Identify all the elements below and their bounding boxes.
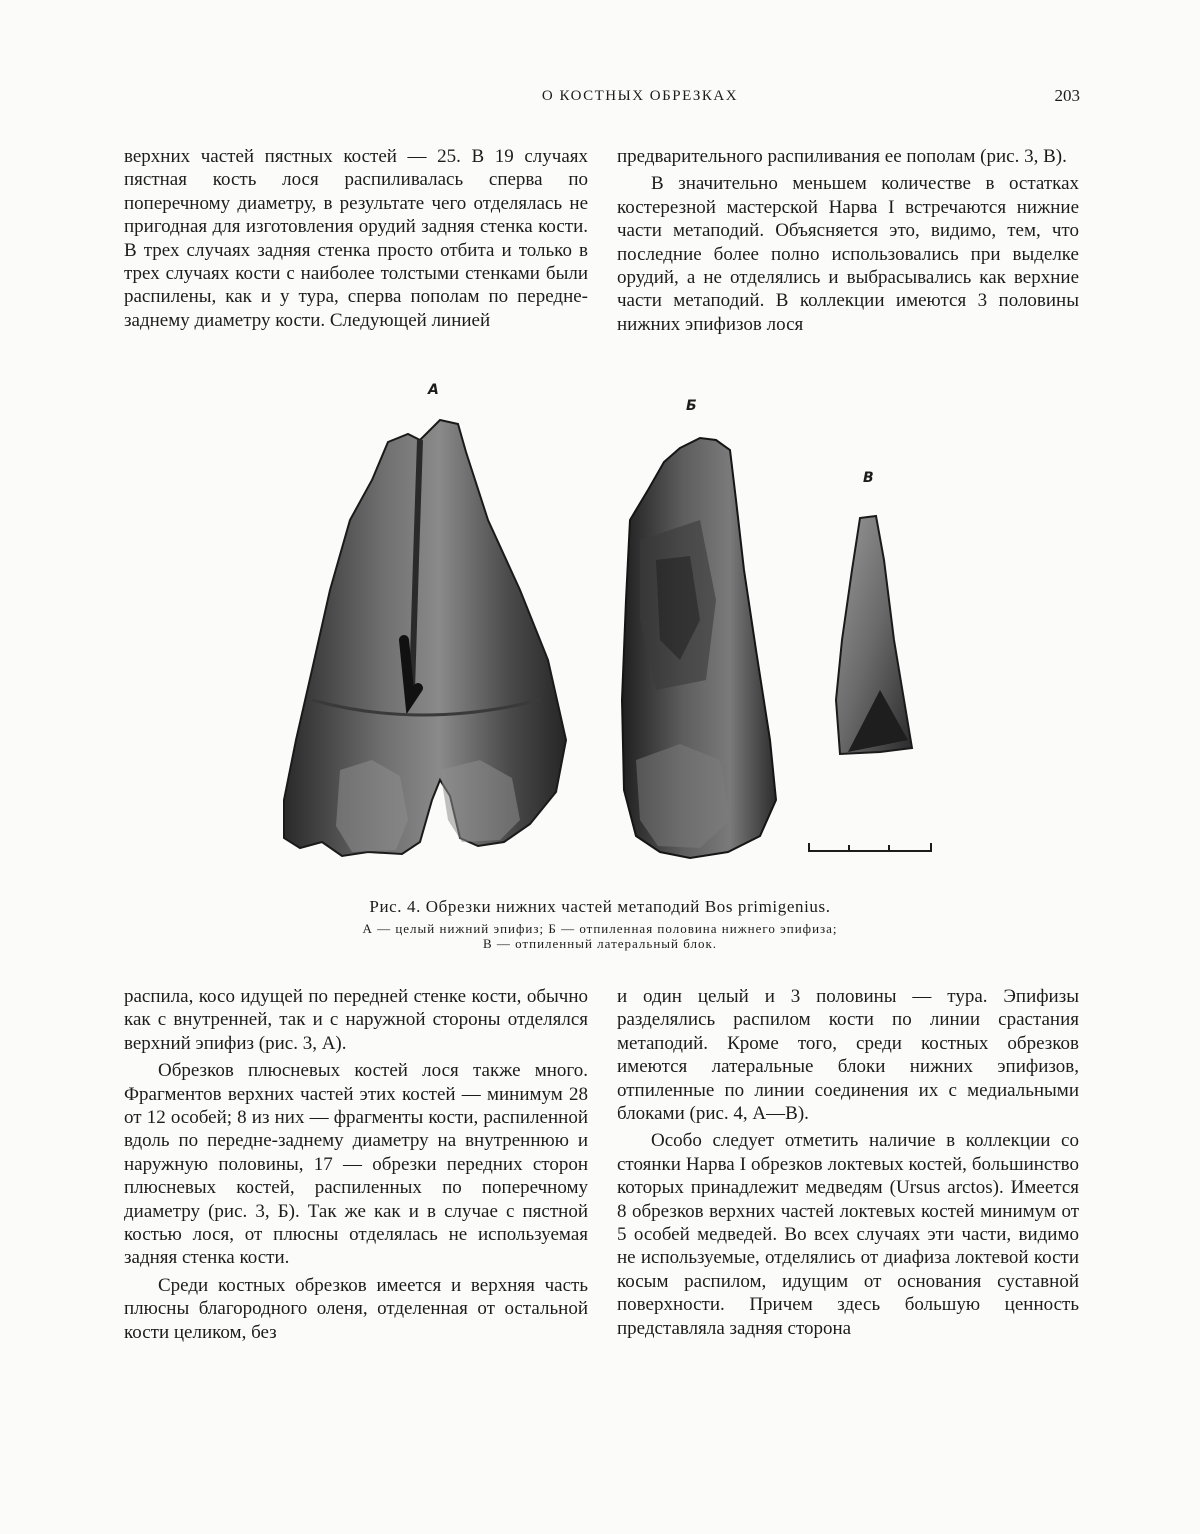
figure-caption: Рис. 4. Обрезки нижних частей метаподий Bos primigenius. [369,897,831,916]
paragraph: распила, косо идущей по передней стенке кости, обычно как с внутренней, так и с наружной стороны отделялся верхний эпифиз (рис. 3, А). [124,986,588,1054]
figure-label-a: А [428,382,439,398]
paragraph: В значительно меньшем количестве в остатках костерезной мастерской Нарва I встречаются нижние части метаподий. Объясняется это, видимо, тем, что последние более полно использовались при выделке орудий, а не отделялись и выбрасывались как верхние части метаподий. В коллекции имеются 3 половины нижних эпифизов лося [617,173,1079,335]
paragraph: и один целый и 3 половины — тура. Эпифизы разделялись распилом кости по линии срастания метаподий. Кроме того, среди костных обрезков имеются латеральные блоки нижних эпифизов, отпиленные по линии соединения их с медиальными блоками (рис. 4, А—В). [617,986,1079,1125]
column-top-left [124,145,588,332]
figure-label-b: Б [686,398,697,414]
bone-fragment-b [622,438,776,858]
column-bottom-right [617,985,1079,1340]
figure-label-c: В [863,470,874,486]
figure-legend [270,921,930,951]
paragraph: верхних частей пястных костей — 25. В 19 случаях пястная кость лося распиливалась сперва по поперечному диаметру, в результате чего отделялась не пригодная для изготовления орудий задняя стенка кости. В трех случаях задняя стенка просто отбита и только в трех случаях кости с наиболее толстыми стенками были распилены, как и у тура, сперва пополам по передне-заднему диаметру кости. Следующей линией [124,146,588,331]
paragraph: Среди костных обрезков имеется и верхняя часть плюсны благородного оленя, отделенная от остальной кости целиком, без [124,1274,588,1343]
bone-fragment-c [836,516,912,754]
paragraph: предварительного распиливания ее пополам (рис. 3, В). [617,146,1067,167]
running-head: О КОСТНЫХ ОБРЕЗКАХ [541,88,739,104]
figure-legend-line: А — целый нижний эпифиз; Б — отпиленная половина нижнего эпифиза; [362,921,838,936]
figure-legend-line: В — отпиленный латеральный блок. [482,936,718,951]
paragraph: Особо следует отметить наличие в коллекции со стоянки Нарва I обрезков локтевых костей, большинство которых принадлежит медведям (Ursus arctos). Имеется 8 обрезков верхних частей локтевых костей минимум от 5 особей медведей. Во всех случаях эти части, видимо не используемые, отделялись от диафиза локтевой кости косым распилом, идущим от основания суставной поверхности. Причем здесь большую ценность представляла задняя сторона [617,1130,1079,1339]
column-top-right [617,145,1079,336]
bone-fragment-a [284,420,566,856]
page-number: 203 [1054,86,1080,105]
column-bottom-left [124,985,588,1344]
scale-bar [808,843,932,852]
paragraph: Обрезков плюсневых костей лося также много. Фрагментов верхних частей этих костей — минимум 28 от 12 особей; 8 из них — фрагменты кости, распиленной вдоль по передне-заднему диаметру на внутреннюю и наружную половины, 17 — обрезки передних сторон плюсневых костей, распиленных по поперечному диаметру (рис. 3, Б). Так же как и в случае с пястной костью лося, от плюсны отделялась не используемая задняя стенка кости. [124,1060,588,1269]
